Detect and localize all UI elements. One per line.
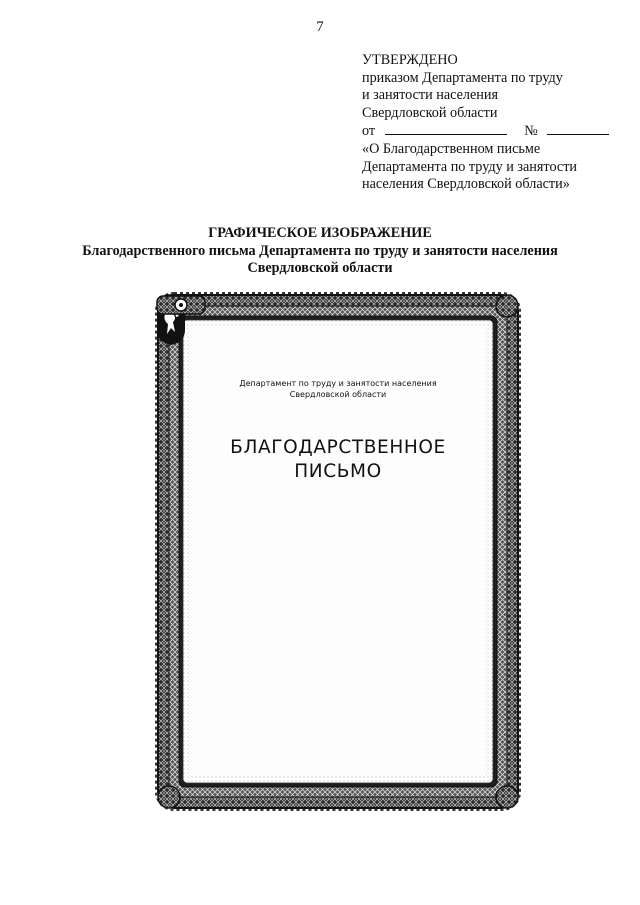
approval-subject-line-1: «О Благодарственном письме [362, 140, 541, 157]
certificate-image [155, 292, 521, 811]
approval-order-line: приказом Департамента по труду [362, 69, 563, 86]
guilloche-frame [155, 292, 521, 811]
title-line-1: ГРАФИЧЕСКОЕ ИЗОБРАЖЕНИЕ [208, 225, 432, 241]
document-title [0, 225, 640, 278]
number-blank [547, 122, 609, 135]
bottom-ornament-icon [155, 292, 207, 318]
approval-region-line: Свердловской области [362, 104, 498, 121]
date-blank [385, 122, 507, 135]
approval-subject-line-2: Департамента по труду и занятости [362, 158, 577, 175]
number-sign: № [524, 123, 538, 140]
department-line-1: Департамент по труду и занятости населения [239, 379, 437, 388]
page-number: 7 [316, 19, 324, 35]
approval-heading: УТВЕРЖДЕНО [362, 52, 458, 68]
title-line-3: Свердловской области [247, 260, 393, 276]
approval-department-line: и занятости населения [362, 87, 499, 104]
approval-subject-line-3: населения Свердловской области» [362, 176, 570, 193]
certificate-heading [155, 436, 521, 484]
approval-stamp [362, 52, 632, 194]
heading-line-1: БЛАГОДАРСТВЕННОЕ [230, 437, 446, 458]
approval-date-number-line [362, 122, 632, 141]
date-prefix: от [362, 123, 376, 140]
title-line-2: Благодарственного письма Департамента по труду и занятости населения [82, 242, 558, 259]
certificate-department [155, 378, 521, 400]
department-line-2: Свердловской области [289, 390, 387, 399]
heading-line-2: ПИСЬМО [294, 461, 382, 482]
